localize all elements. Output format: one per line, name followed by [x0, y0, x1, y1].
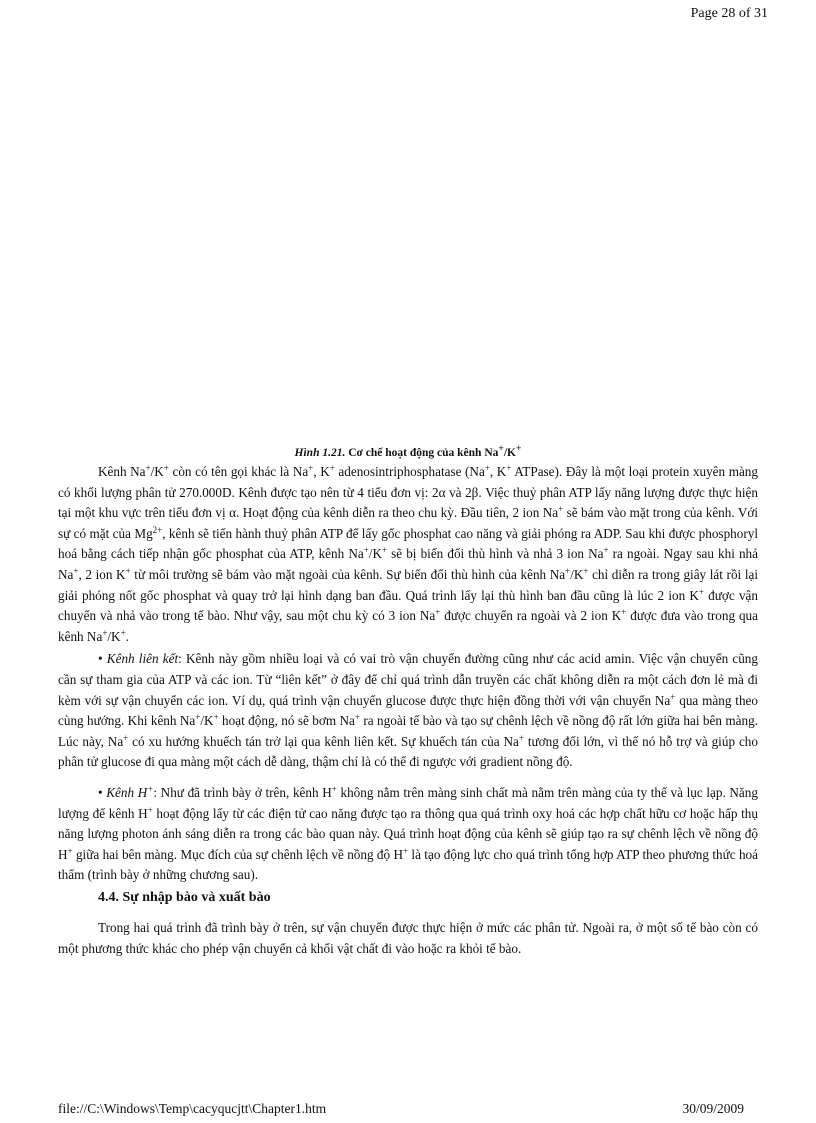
paragraph-linked-channel: • Kênh liên kết: Kênh này gồm nhiều loại và có vai trò vận chuyển đường cũng như các acid amin. Việc vận chuyển cũng cần sự tham gia của ATP và các ion. Từ “liên kết” ở đây để chỉ quá trình dẫn truyền các chất không diễn ra một cách đơn lẻ mà đi kèm với sự vận chuyển các ion. Ví dụ, quá trình vận chuyển glucose được thực hiện đồng thời với vận chuyển Na+ qua màng theo cùng hướng. Khi kênh Na+/K+ hoạt động, nó sẽ bơm Na+ ra ngoài tế bào và tạo sự chênh lệch về nồng độ rất lớn giữa hai bên màng. Lúc này, Na+ có xu hướng khuếch tán trở lại qua kênh liên kết. Sự khuếch tán của Na+ tương đối lớn, vì thế nó hỗ trợ và giúp cho phân tử glucose đi qua màng một cách dễ dàng, thậm chí là có thể đi ngược với gradient nồng độ. [58, 651, 758, 770]
paragraph-endocytosis-intro: Trong hai quá trình đã trình bày ở trên, sự vận chuyển được thực hiện ở mức các phân tử. Ngoài ra, ở một số tế bào còn có một phương thức khác cho phép vận chuyển cả khối vật chất đi vào hoặc ra khỏi tế bào. [58, 920, 758, 957]
linked-channel-text: : Kênh này gồm nhiều loại và có vai trò vận chuyển đường cũng như các acid amin. Việc vận chuyển cũng cần sự tham gia của ATP và các ion. Từ “liên kết” ở đây để chỉ quá trình dẫn truyền các chất không diễn ra một cách đơn lẻ mà đi kèm với sự vận chuyển các ion. Ví dụ, quá trình vận chuyển glucose được thực hiện đồng thời với vận chuyển Na+ qua màng theo cùng hướng. Khi kênh Na+/K+ hoạt động, nó sẽ bơm Na+ ra ngoài tế bào và tạo sự chênh lệch về nồng độ rất lớn giữa hai bên màng. Lúc này, Na+ có xu hướng khuếch tán trở lại qua kênh liên kết. Sự khuếch tán của Na+ tương đối lớn, vì thế nó hỗ trợ và giúp cho phân tử glucose đi qua màng một cách dễ dàng, thậm chí là có thể đi ngược với gradient nồng độ. [58, 651, 758, 770]
figure-image-area [60, 40, 756, 435]
page-number: Page 28 of 31 [690, 6, 768, 21]
paragraph-na-k-channel: Kênh Na+/K+ còn có tên gọi khác là Na+, K+ adenosintriphosphatase (Na+, K+ ATPase). Đây là một loại protein xuyên màng có khối lượng phân tử 270.000D. Kênh được tạo nên từ 4 tiểu đơn vị: 2α và 2β. Việc thuỷ phân ATP lấy năng lượng được thực hiện tại một khu vực trên tiểu đơn vị α. Hoạt động của kênh diễn ra theo chu kỳ. Đầu tiên, 2 ion Na+ sẽ bám vào mặt trong của kênh. Với sự có mặt của $Mg^{2+}$, kênh sẽ tiến hành thuỷ phân ATP để lấy gốc phosphat cao năng và giải phóng ra ADP. Sau khi được phosphoryl hoá bằng cách tiếp nhận gốc phosphat của ATP, kênh Na+/K+ sẽ bị biến đổi thù hình và nhả 3 ion Na+ ra ngoài. Ngay sau khi nhả Na+, 2 ion K+ từ môi trường sẽ bám vào mặt ngoài của kênh. Sự biến đổi thù hình của kênh Na+/K+ chỉ diễn ra trong giây lát rồi lại giải phóng nốt gốc phosphat và quay trở lại hình dạng ban đầu. Quá trình lấy lại thù hình ban đầu cũng là lúc 2 ion K+ được vận chuyển và nhả vào trong tế bào. Như vậy, sau một chu kỳ có 3 ion Na+ được chuyển ra ngoài và 2 ion K+ được đưa vào trong qua kênh Na+/K+. [58, 463, 759, 644]
footer-file-path: file://C:\Windows\Temp\cacyqucjtt\Chapter1.htm [58, 1101, 327, 1116]
caption-text: Cơ chế hoạt động của kênh Na+/K+ [345, 443, 522, 459]
figure-caption [0, 443, 816, 459]
linked-channel-label: Kênh liên kết [106, 651, 179, 667]
body-text [58, 462, 758, 960]
section-heading: 4.4. Sự nhập bào và xuất bào [98, 889, 271, 905]
footer-date: 30/09/2009 [682, 1101, 744, 1116]
caption-label: Hình 1.21. [294, 446, 346, 459]
paragraph-h-channel: • Kênh H+: Như đã trình bày ở trên, kênh H+ không nằm trên màng sinh chất mà nằm trên màng của ty thể và lục lạp. Năng lượng để kênh H+ hoạt động lấy từ các điện tử cao năng được tạo ra thông qua quá trình oxy hoá các hợp chất hữu cơ hoặc hấp thụ năng lượng photon ánh sáng diễn ra trong các bào quan này. Quá trình hoạt động của kênh sẽ giúp tạo ra sự chênh lệch về nồng độ H+ giữa hai bên màng. Mục đích của sự chênh lệch về nồng độ H+ là tạo động lực cho quá trình tổng hợp ATP theo phương thức hoá thẩm (trình bày ở những chương sau). [58, 783, 759, 883]
h-channel-text: : Như đã trình bày ở trên, kênh H+ không nằm trên màng sinh chất mà nằm trên màng của ty thể và lục lạp. Năng lượng để kênh H+ hoạt động lấy từ các điện tử cao năng được tạo ra thông qua quá trình oxy hoá các hợp chất hữu cơ hoặc hấp thụ năng lượng photon ánh sáng diễn ra trong các bào quan này. Quá trình hoạt động của kênh sẽ giúp tạo ra sự chênh lệch về nồng độ H+ giữa hai bên màng. Mục đích của sự chênh lệch về nồng độ H+ là tạo động lực cho quá trình tổng hợp ATP theo phương thức hoá thẩm (trình bày ở những chương sau). [58, 783, 759, 883]
h-channel-label: Kênh H+ [106, 783, 154, 800]
